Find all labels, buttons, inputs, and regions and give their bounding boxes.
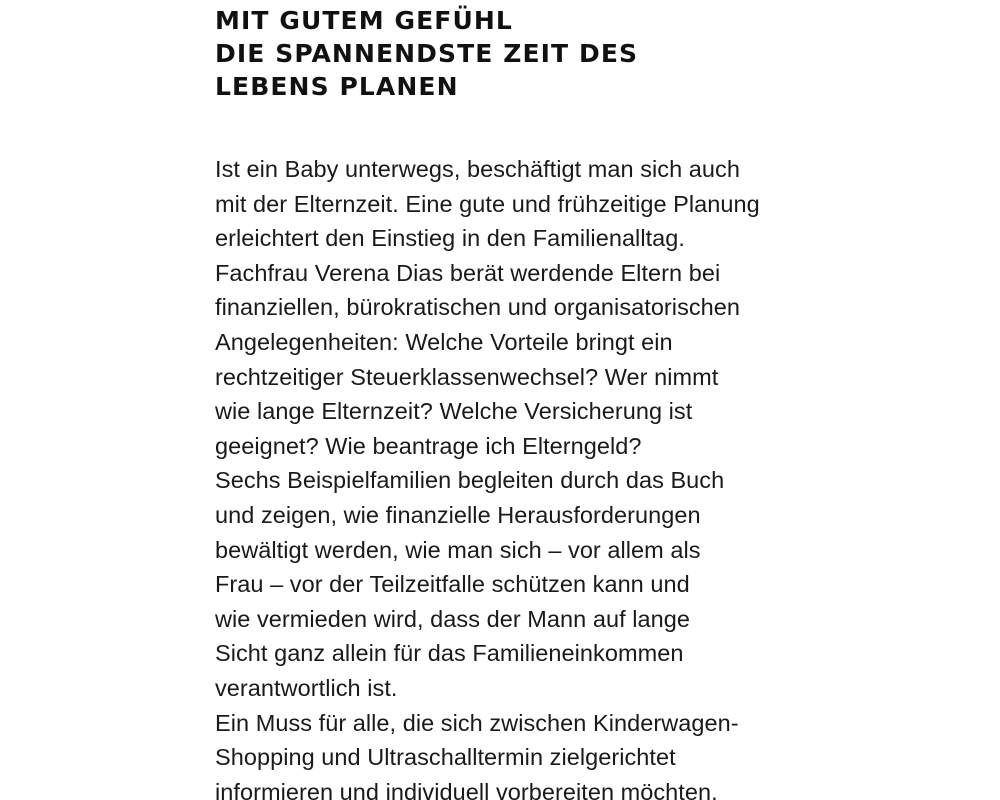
body-line: Fachfrau Verena Dias berät werdende Eltern bei	[215, 259, 721, 286]
body-line: erleichtert den Einstieg in den Familienalltag.	[215, 225, 685, 252]
body-line: Ein Muss für alle, die sich zwischen Kinderwagen-	[215, 709, 739, 736]
body-line: finanziellen, bürokratischen und organisatorischen	[215, 294, 741, 321]
body-line: Sechs Beispielfamilien begleiten durch das Buch	[215, 467, 725, 494]
headline-line: LEBENS PLANEN	[215, 72, 459, 101]
body-line: geeignet? Wie beantrage ich Elterngeld?	[215, 432, 642, 459]
body-line: wie lange Elternzeit? Welche Versicherung ist	[215, 398, 693, 425]
body-line: wie vermieden wird, dass der Mann auf lange	[215, 605, 691, 632]
body-line: verantwortlich ist.	[215, 674, 398, 701]
headline-line: MIT GUTEM GEFÜHL	[215, 6, 513, 35]
body-line: und zeigen, wie finanzielle Herausforderungen	[215, 501, 701, 528]
body-line: Sicht ganz allein für das Familieneinkommen	[215, 640, 684, 667]
body-line: mit der Elternzeit. Eine gute und frühzeitige Planung	[215, 190, 760, 217]
document-page	[215, 0, 915, 800]
body-line: Shopping und Ultraschalltermin zielgerichtet	[215, 744, 676, 771]
body-line: Angelegenheiten: Welche Vorteile bringt ein	[215, 328, 673, 355]
headline-line: DIE SPANNENDSTE ZEIT DES	[215, 39, 639, 68]
body-line: Ist ein Baby unterwegs, beschäftigt man sich auch	[215, 156, 740, 182]
body-line: informieren und individuell vorbereiten möchten.	[215, 778, 718, 800]
body-paragraph	[215, 152, 760, 800]
body-line: rechtzeitiger Steuerklassenwechsel? Wer nimmt	[215, 363, 719, 390]
headline	[215, 4, 638, 103]
body-line: Frau – vor der Teilzeitfalle schützen kann und	[215, 571, 690, 598]
body-line: bewältigt werden, wie man sich – vor allem als	[215, 536, 701, 563]
